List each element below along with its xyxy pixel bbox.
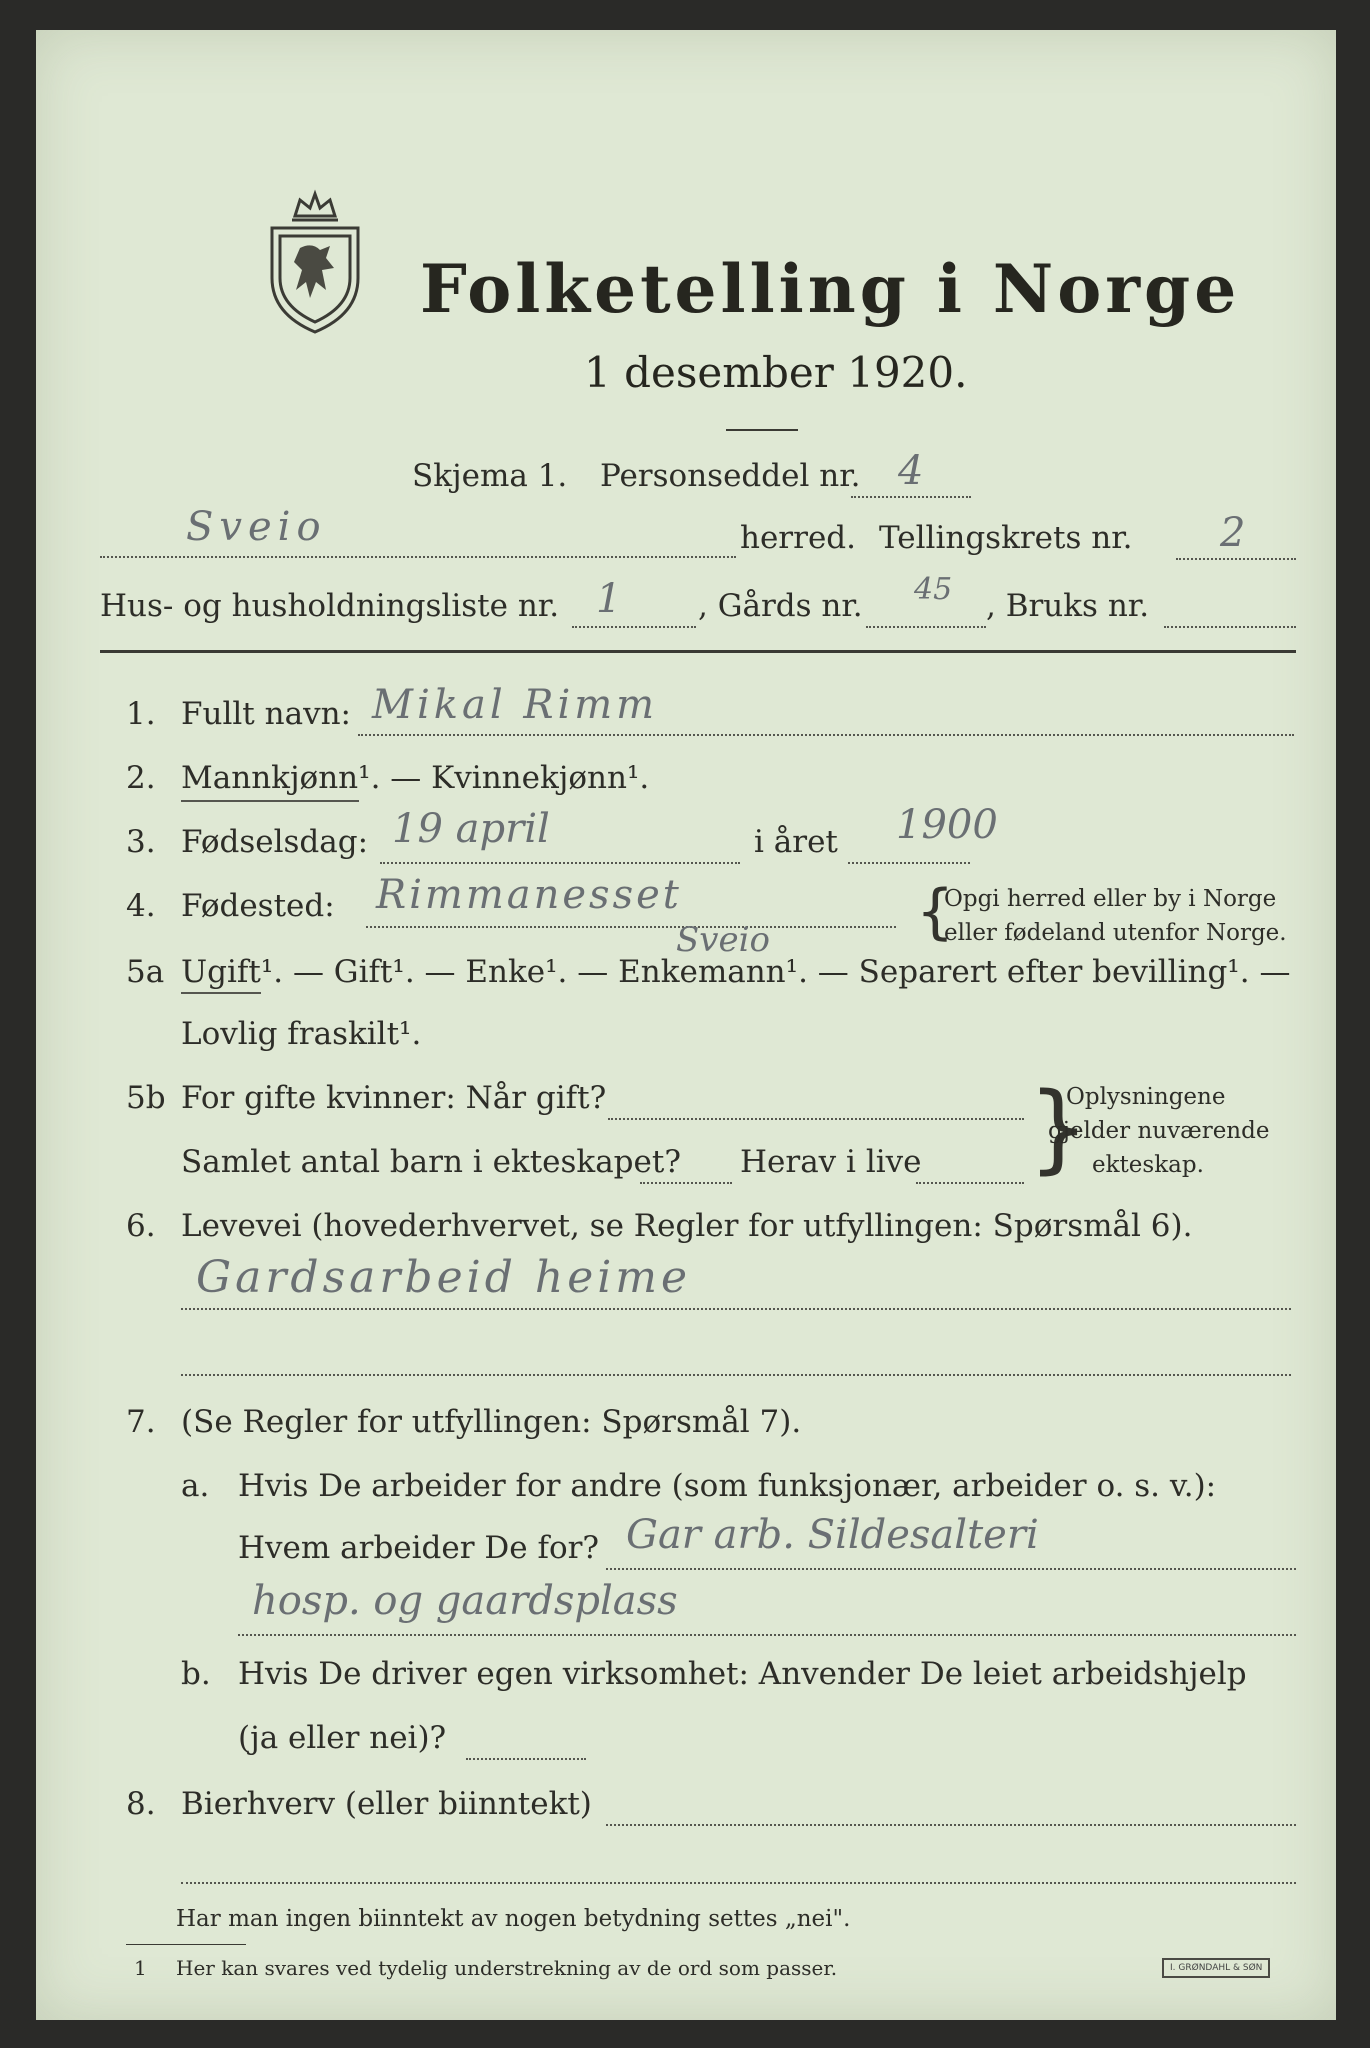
q2-number: 2. (126, 760, 156, 796)
q7-label: (Se Regler for utfyllingen: Spørsmål 7). (181, 1404, 802, 1440)
printer-stamp: I. GRØNDAHL & SØN (1162, 1958, 1270, 1978)
q3-birthday: 19 april (392, 806, 550, 852)
q5a-number: 5a (126, 954, 165, 990)
q5b-brace: } (1028, 1072, 1090, 1184)
herred-label: herred. (740, 520, 856, 556)
footnote-number: 1 (134, 1956, 147, 1980)
bruks-line (1164, 626, 1296, 628)
q7a-text: Hvis De arbeider for andre (som funksjonær, arbeider o. s. v.): (238, 1468, 1217, 1504)
q4-birthplace: Rimmanesset (376, 872, 682, 918)
hus-line (572, 626, 696, 628)
header-rule (100, 650, 1296, 653)
q3-year: 1900 (896, 802, 998, 848)
q7-number: 7. (126, 1404, 156, 1440)
q7a-employer-label: Hvem arbeider De for? (238, 1530, 600, 1566)
gards-line (866, 626, 986, 628)
q8-line-1 (606, 1824, 1296, 1826)
q3-label: Fødselsdag: (181, 824, 369, 860)
q4-number: 4. (126, 888, 156, 924)
hus-label: Hus- og husholdningsliste nr. (100, 588, 560, 624)
q1-number: 1. (126, 696, 156, 732)
q7b-text-2: (ja eller nei)? (238, 1720, 447, 1756)
q5a-underline (181, 992, 261, 994)
q6-line-2 (181, 1374, 1291, 1376)
q1-label: Fullt navn: (181, 696, 351, 732)
coat-of-arms-icon (260, 186, 370, 336)
q1-full-name: Mikal Rimm (372, 682, 659, 728)
personseddel-line (851, 496, 971, 498)
q5b-number: 5b (126, 1080, 166, 1116)
q7b-line (466, 1758, 586, 1760)
census-date: 1 desember 1920. (584, 348, 968, 397)
personseddel-value: 4 (898, 448, 924, 494)
q4-birthplace-addition: Sveio (676, 920, 770, 960)
q4-brace: { (916, 877, 955, 947)
q4-note-2: eller fødeland utenfor Norge. (944, 920, 1287, 946)
gards-label: , Gårds nr. (698, 588, 863, 624)
q5b-married-when: For gifte kvinner: Når gift? (181, 1080, 607, 1116)
q6-occupation: Gardsarbeid heime (196, 1252, 692, 1303)
q3-year-line (848, 862, 970, 864)
q4-line (366, 926, 896, 928)
q4-note-1: Opgi herred eller by i Norge (944, 886, 1277, 912)
q6-occupation-label: Levevei (hovederhvervet, se Regler for utfyllingen: Spørsmål 6). (181, 1208, 1193, 1244)
q5b-children: Samlet antal barn i ekteskapet? (181, 1144, 681, 1180)
q3-number: 3. (126, 824, 156, 860)
q8-line-2 (181, 1882, 1296, 1884)
herred-value: Sveio (186, 504, 327, 550)
gards-value: 45 (914, 572, 953, 607)
census-form (36, 30, 1336, 2020)
q1-line (358, 734, 1294, 736)
footnote: Her kan svares ved tydelig understrekning av de ord som passer. (176, 1956, 838, 1980)
q8-label: Bierhverv (eller biinntekt) (181, 1786, 592, 1822)
footer-note: Har man ingen biinntekt av nogen betydning settes „nei". (176, 1906, 851, 1932)
q5b-married-line (608, 1118, 1024, 1120)
q6-line-1 (181, 1308, 1291, 1310)
q5b-note-3: ekteskap. (1092, 1152, 1204, 1178)
personseddel-label: Personseddel nr. (600, 458, 861, 494)
q5b-note-2: gjelder nuværende (1048, 1118, 1270, 1144)
q7a-employer-line (606, 1568, 1296, 1570)
hus-value: 1 (596, 576, 622, 622)
q5b-alive: Herav i live (740, 1144, 922, 1180)
tellingskrets-line (1176, 558, 1296, 560)
footnote-rule (126, 1944, 246, 1945)
q7a-employer-line-2 (238, 1634, 1296, 1636)
skjema-label: Skjema 1. (412, 458, 568, 494)
q2-sex: Mannkjønn¹. — Kvinnekjønn¹. (181, 760, 650, 796)
q3-year-label: i året (754, 824, 838, 860)
tellingskrets-value: 2 (1220, 510, 1246, 556)
q5a-status: Ugift¹. — Gift¹. — Enke¹. — Enkemann¹. — Separert efter bevilling¹. — (181, 954, 1291, 990)
form-title: Folketelling i Norge (420, 250, 1241, 328)
herred-line (100, 556, 736, 558)
q2-underline (181, 800, 359, 802)
q7b-letter: b. (181, 1656, 211, 1692)
bruks-label: , Bruks nr. (986, 588, 1150, 624)
q7a-employer: Gar arb. Sildesalteri (626, 1512, 1039, 1558)
q7a-letter: a. (181, 1468, 210, 1504)
q5b-alive-line (916, 1182, 1024, 1184)
q5b-children-line (640, 1182, 732, 1184)
tellingskrets-label: Tellingskrets nr. (879, 520, 1133, 556)
q3-day-line (380, 862, 740, 864)
q5a-status-2: Lovlig fraskilt¹. (181, 1016, 422, 1052)
title-divider (726, 429, 798, 431)
q7b-text: Hvis De driver egen virksomhet: Anvender De leiet arbeidshjelp (238, 1656, 1247, 1692)
q8-number: 8. (126, 1786, 156, 1822)
q5b-note-1: Oplysningene (1066, 1084, 1226, 1110)
q6-number: 6. (126, 1208, 156, 1244)
q4-label: Fødested: (181, 888, 335, 924)
q7a-employer-2: hosp. og gaardsplass (252, 1578, 678, 1624)
